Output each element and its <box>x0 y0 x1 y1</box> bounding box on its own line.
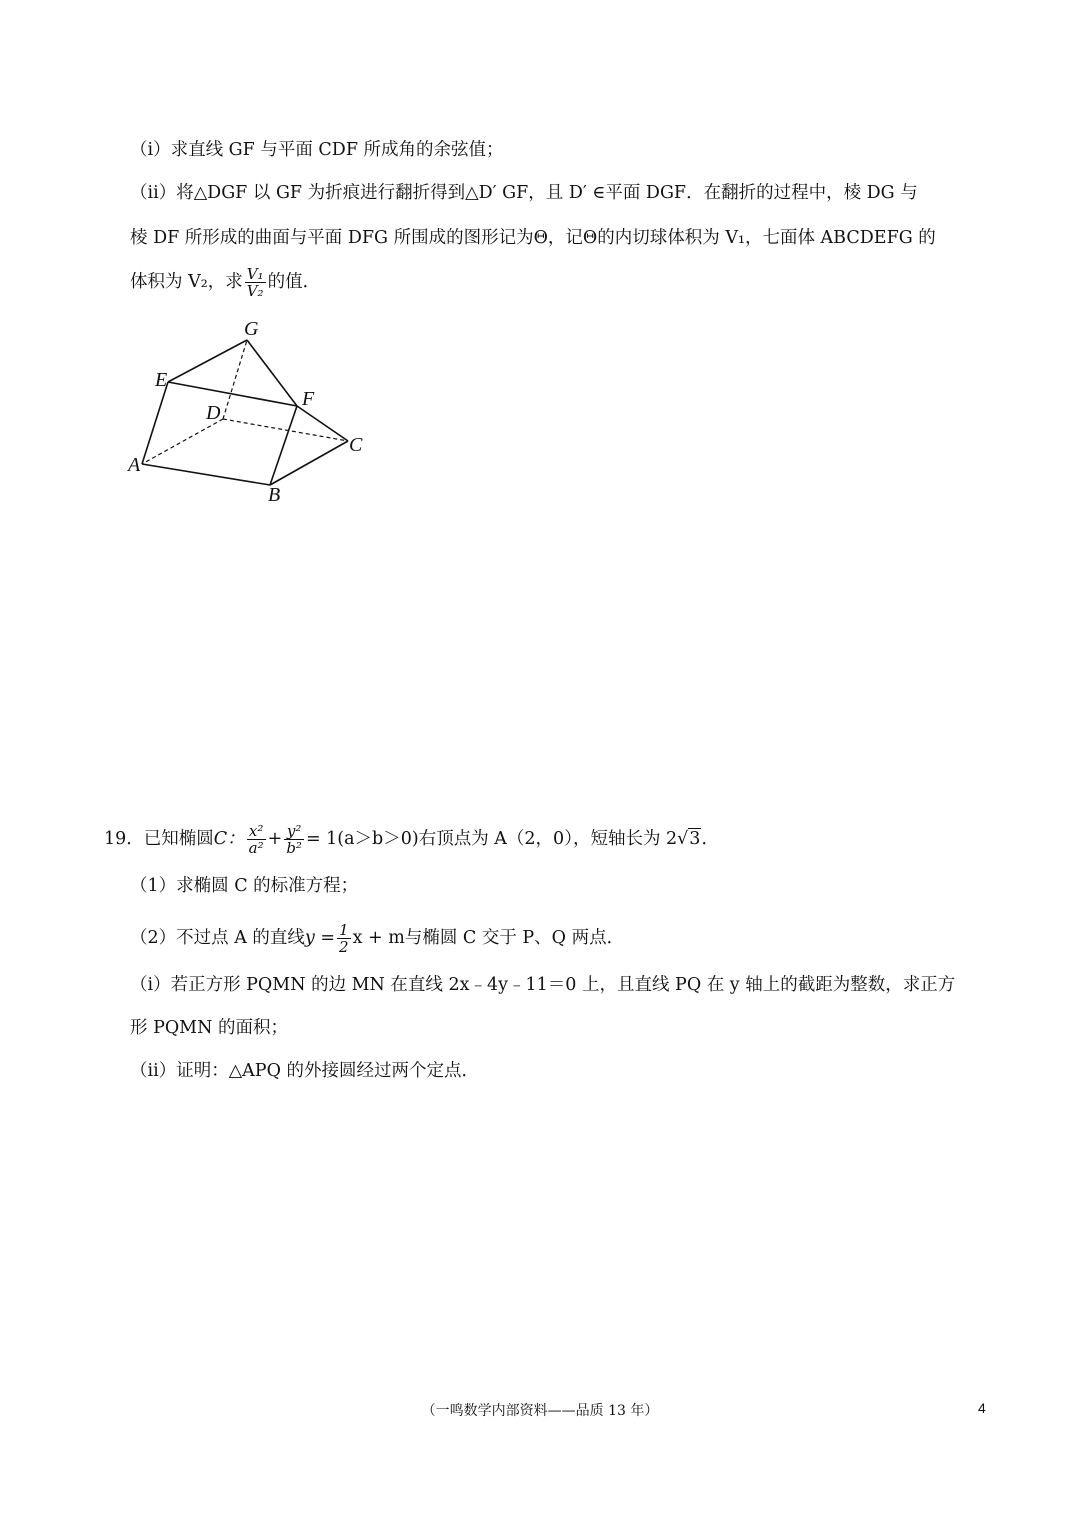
edge-GF <box>247 340 297 406</box>
label-F: F <box>302 388 315 410</box>
y2-over-b2-fraction <box>284 823 304 856</box>
label-D: D <box>206 402 221 424</box>
q19-part2-y: y = <box>304 928 336 948</box>
q18-part-ii-line3-a: 体积为 V₂，求 <box>130 272 243 292</box>
label-B: B <box>268 484 281 506</box>
sqrt-value: 3 <box>689 829 701 849</box>
edge-DG <box>223 340 247 419</box>
polyhedron-figure <box>120 315 380 515</box>
q19-stem-C: C： <box>213 829 245 849</box>
half-den: 2 <box>339 938 349 956</box>
edge-AB <box>142 464 270 485</box>
q19-stem-b: = 1(a＞b＞0)右顶点为 A（2，0），短轴长为 2 <box>305 829 678 849</box>
q18-part-i-text: 求直线 GF 与平面 CDF 所成角的余弦值； <box>170 140 504 160</box>
edge-FC <box>297 406 348 441</box>
page-number: 4 <box>978 1400 986 1416</box>
q18-part-ii-label: （ii） <box>130 183 177 203</box>
q19-part2 <box>130 922 624 955</box>
v1-over-v2-fraction <box>245 266 266 299</box>
q18-part-ii-text1: 将△DGF 以 GF 为折痕进行翻折得到△D′ GF，且 D′ ∈平面 DGF．在翻折的过程中，棱 DG 与 <box>176 183 918 203</box>
q19-part1: （1）求椭圆 C 的标准方程； <box>130 876 359 896</box>
q19-part-i-line2: 形 PQMN 的面积； <box>130 1018 288 1038</box>
q19-part2-a: （2）不过点 A 的直线 <box>130 928 305 948</box>
frac2-den: b² <box>286 839 302 857</box>
frac1-den: a² <box>248 839 264 857</box>
q19-stem: 19．已知椭圆C： $\frac{\text{x²}}{\text{a²}}$ + $\frac{\text{y²}}{\text{b²}}$ = 1(a＞b＞0)右顶点为 A（2，0），短轴长为 2√3． <box>104 822 719 857</box>
q19-part2-b: x + m与椭圆 C 交于 P、Q 两点． <box>352 928 625 948</box>
q18-part-ii-line2: 棱 DF 所形成的曲面与平面 DFG 所围成的图形记为Θ，记Θ的内切球体积为 V₁，七面体 ABCDEFG 的 <box>130 228 936 248</box>
label-E: E <box>155 369 168 391</box>
q19-stem-a: 已知椭圆 <box>143 829 214 849</box>
edge-EA <box>142 382 168 464</box>
q19-stem-end: ． <box>701 829 719 849</box>
edge-EG <box>168 340 247 382</box>
edge-FB <box>270 406 297 485</box>
frac2-num: y² <box>284 823 304 840</box>
q19-part-ii: （ii）证明：△APQ 的外接圆经过两个定点． <box>130 1061 479 1081</box>
q18-part-ii-line3 <box>130 266 320 299</box>
label-A: A <box>128 454 141 476</box>
q19-number: 19． <box>104 829 144 849</box>
half-num: 1 <box>339 921 349 939</box>
frac1-num: x² <box>247 823 266 840</box>
q18-part-i-label: （i） <box>130 140 171 160</box>
frac-denominator: V₂ <box>246 282 264 300</box>
one-half-fraction <box>337 922 351 955</box>
label-G: G <box>244 318 259 340</box>
edge-EF <box>168 382 297 406</box>
x2-over-a2-fraction <box>247 823 266 856</box>
q19-part-i-line1: （i）若正方形 PQMN 的边 MN 在直线 2x﹣4y﹣11＝0 上，且直线 PQ 在 y 轴上的截距为整数，求正方 <box>130 975 956 995</box>
page-footer: （一鸣数学内部资料——品质 13 年） <box>421 1403 659 1419</box>
edge-BC <box>270 441 348 485</box>
frac-numerator: V₁ <box>246 265 264 283</box>
q18-part-ii-line1 <box>130 181 918 205</box>
q18-part-ii-line3-b: 的值． <box>267 272 321 292</box>
q18-part-i <box>130 138 504 162</box>
label-C: C <box>349 434 363 456</box>
